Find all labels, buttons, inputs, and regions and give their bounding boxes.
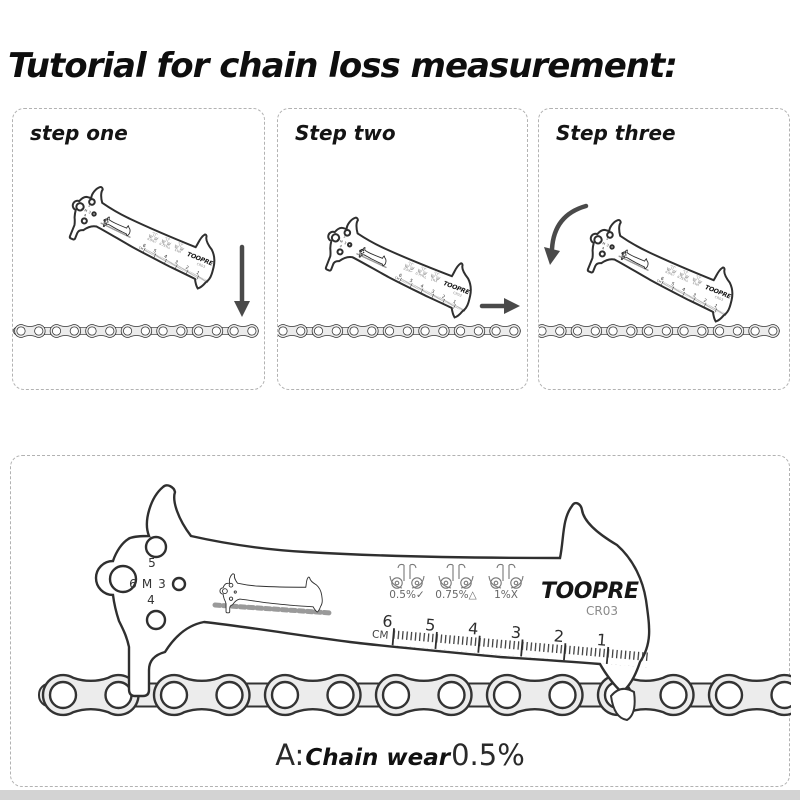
step-one-label: step one (30, 121, 128, 145)
down-arrow-icon (234, 247, 250, 317)
chain-checker-tool (317, 211, 483, 322)
step-one-illustration (13, 109, 266, 391)
chain-checker-tool (61, 180, 227, 293)
measurement-illustration (11, 456, 791, 758)
step-panel-one (12, 108, 265, 390)
step-panel-two (277, 108, 528, 390)
result-line (11, 738, 789, 772)
chain (13, 325, 258, 338)
right-arrow-icon (482, 298, 520, 314)
curved-arrow-icon (544, 206, 586, 265)
chain (539, 325, 779, 338)
step-two-illustration (278, 109, 529, 391)
result-prefix: A: (275, 738, 305, 772)
result-label: Chain wear (305, 745, 451, 771)
chain-checker-tool (96, 485, 650, 696)
chain (39, 675, 791, 715)
page-title: Tutorial for chain loss measurement: (8, 46, 677, 86)
measurement-panel (10, 455, 790, 787)
bottom-strip (0, 790, 800, 800)
step-three-label: Step three (556, 121, 676, 145)
result-value: 0.5% (451, 738, 525, 772)
step-two-label: Step two (295, 121, 396, 145)
step-three-illustration (539, 109, 791, 391)
chain-checker-tool (579, 213, 745, 326)
step-panel-three (538, 108, 790, 390)
chain (278, 325, 520, 338)
